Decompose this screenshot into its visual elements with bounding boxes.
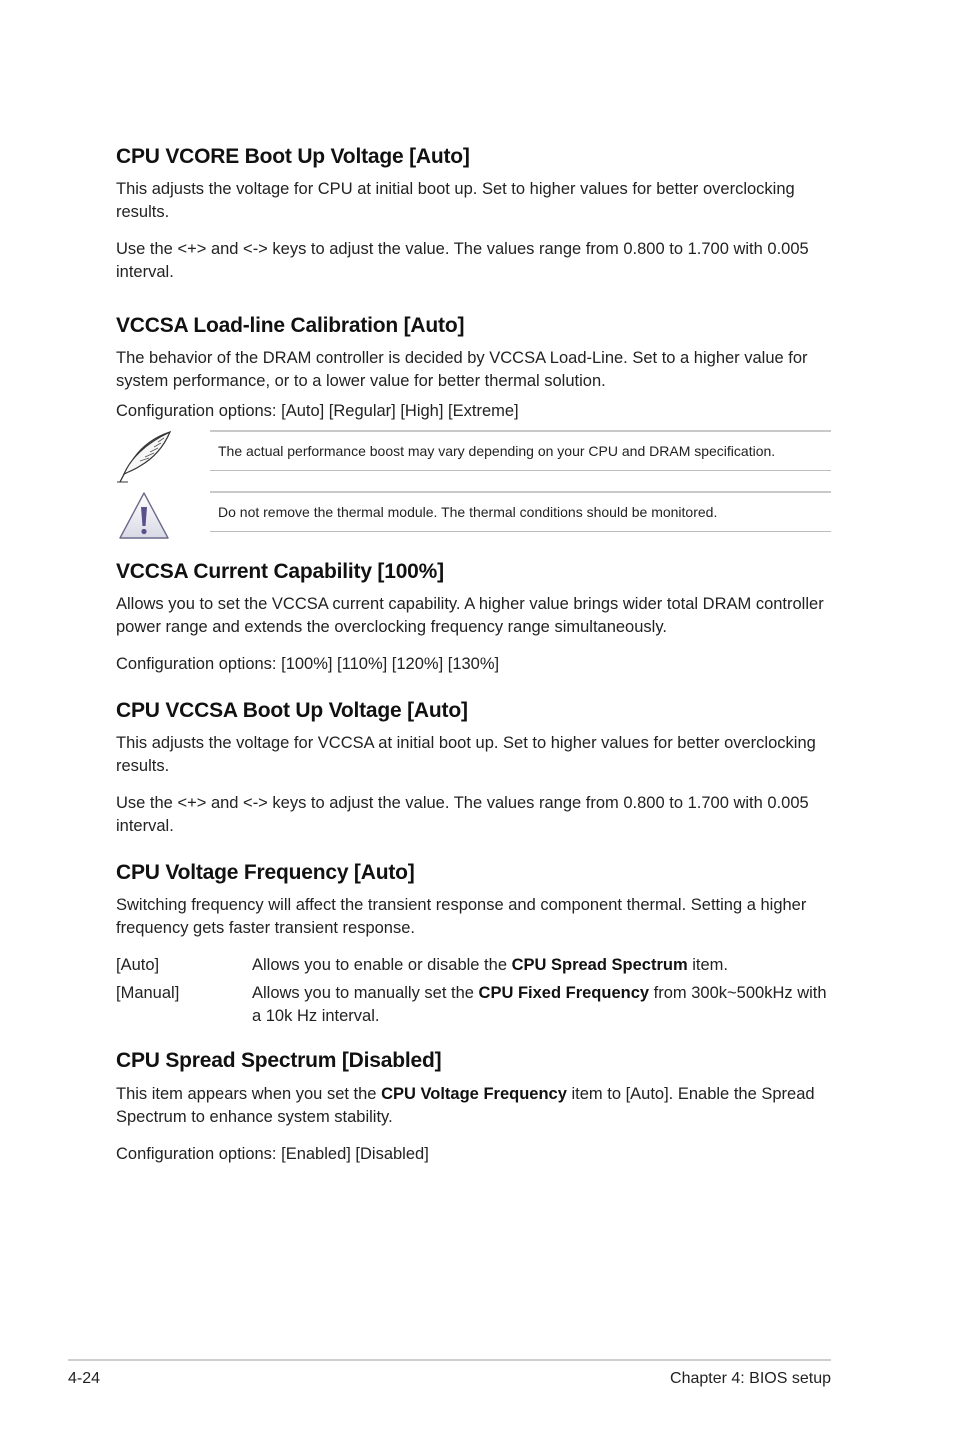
vccsa-boot-heading: CPU VCCSA Boot Up Voltage [Auto] [116, 699, 468, 722]
caution-bottom-rule [210, 531, 831, 532]
spread-description [116, 1083, 836, 1129]
vcore-range: Use the <+> and <-> keys to adjust the value. The values range from 0.800 to 1.700 with 0.005 interval. [116, 240, 809, 281]
vcore-heading: CPU VCORE Boot Up Voltage [Auto] [116, 145, 470, 168]
vfreq-manual-pre: Allows you to manually set the [252, 984, 479, 1002]
vfreq-description: Switching frequency will affect the transient response and component thermal. Setting a higher frequency gets faster transient response. [116, 896, 807, 937]
vfreq-manual-bold: CPU Fixed Frequency [478, 984, 650, 1002]
spread-post: item to [Auto]. Enable the Spread Spectrum to enhance system stability. [116, 1085, 815, 1126]
vccsa-boot-description: This adjusts the voltage for VCCSA at initial boot up. Set to higher values for better overclocking results. [116, 734, 816, 775]
chapter-title: Chapter 4: BIOS setup [670, 1370, 831, 1387]
vfreq-auto-bold: CPU Spread Spectrum [511, 956, 688, 974]
spread-pre: This item appears when you set the [116, 1085, 382, 1103]
vfreq-auto-pre: Allows you to enable or disable the [252, 956, 512, 974]
vccsa-llc-options: Configuration options: [Auto] [Regular] [High] [Extreme] [116, 402, 519, 420]
vccsa-current-options: Configuration options: [100%] [110%] [120%] [130%] [116, 655, 500, 673]
note-text: The actual performance boost may vary depending on your CPU and DRAM specification. [218, 443, 776, 459]
vccsa-boot-range: Use the <+> and <-> keys to adjust the value. The values range from 0.800 to 1.700 with 0.005 interval. [116, 794, 809, 835]
spread-options: Configuration options: [Enabled] [Disabled] [116, 1145, 429, 1163]
quill-pen-icon [114, 430, 174, 484]
vfreq-auto-desc [252, 954, 832, 977]
spread-bold: CPU Voltage Frequency [381, 1085, 567, 1103]
note-top-rule [210, 430, 831, 432]
footer-rule [68, 1359, 831, 1361]
vcore-description: This adjusts the voltage for CPU at initial boot up. Set to higher values for better overclocking results. [116, 180, 795, 221]
spread-heading: CPU Spread Spectrum [Disabled] [116, 1049, 442, 1072]
vccsa-current-description: Allows you to set the VCCSA current capability. A higher value brings wider total DRAM controller power range and extends the overclocking frequency range simultaneously. [116, 595, 824, 636]
vccsa-llc-heading: VCCSA Load-line Calibration [Auto] [116, 314, 465, 337]
vfreq-heading: CPU Voltage Frequency [Auto] [116, 861, 415, 884]
page-number: 4-24 [68, 1370, 101, 1387]
caution-text: Do not remove the thermal module. The thermal conditions should be monitored. [218, 504, 718, 520]
vfreq-auto-post: item. [687, 956, 728, 974]
vfreq-manual-desc [252, 982, 832, 1028]
vfreq-manual-key: [Manual] [116, 984, 180, 1002]
note-bottom-rule [210, 470, 831, 471]
vccsa-current-heading: VCCSA Current Capability [100%] [116, 560, 444, 583]
vfreq-manual-post: from 300k~500kHz with a 10k Hz interval. [252, 984, 827, 1025]
caution-top-rule [210, 491, 831, 493]
warning-triangle-icon [117, 490, 171, 542]
vccsa-llc-description: The behavior of the DRAM controller is decided by VCCSA Load-Line. Set to a higher value for system performance, or to a lower value for better thermal solution. [116, 349, 808, 390]
vfreq-auto-key: [Auto] [116, 956, 160, 974]
